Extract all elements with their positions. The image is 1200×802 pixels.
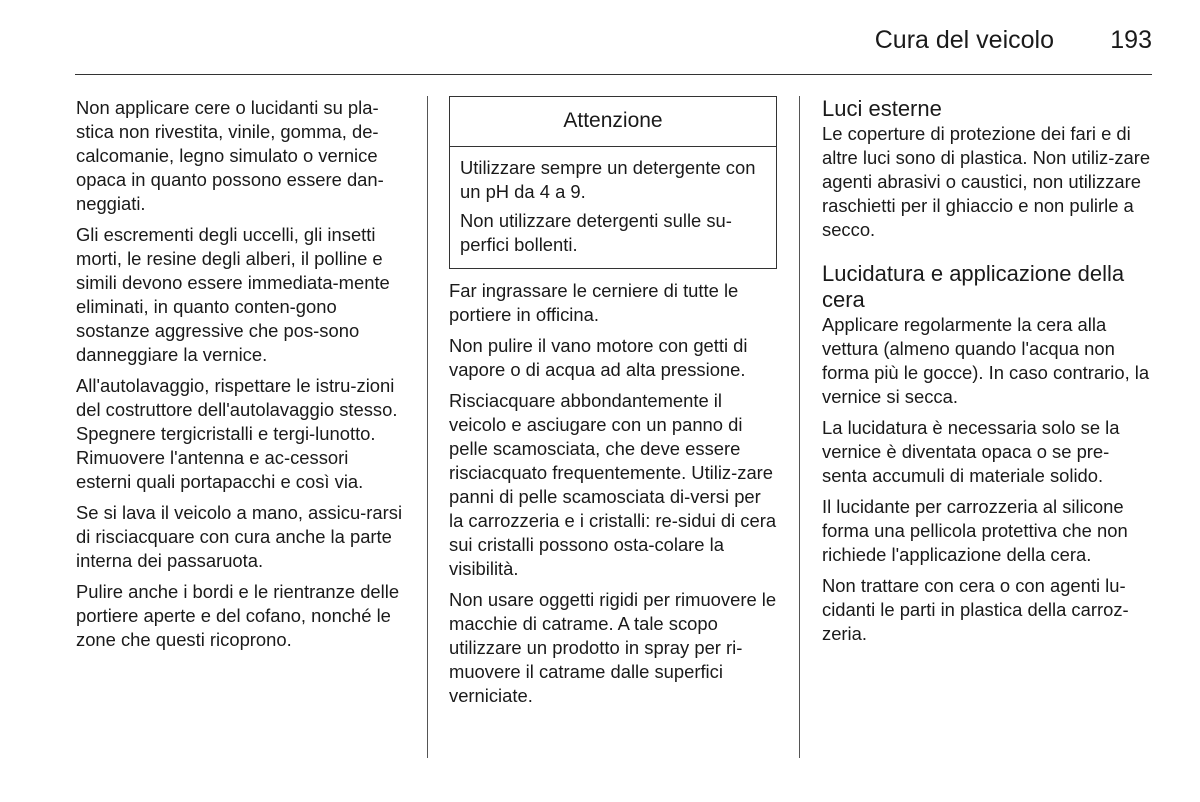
page-section-title: Cura del veicolo [874,26,1054,54]
column-divider [799,96,800,758]
column-2 [449,96,779,715]
paragraph: Pulire anche i bordi e le rientranze delle portiere aperte e del cofano, nonché le zone che questi ricoprono. [76,581,400,650]
paragraph: Se si lava il veicolo a mano, assicu-rarsi di risciacquare con cura anche la parte interna dei passaruota. [76,502,403,571]
warning-box [449,96,777,269]
paragraph: Non usare oggetti rigidi per rimuovere le macchie di catrame. A tale scopo utilizzare un prodotto in spray per ri-muovere il catrame dalle superfici verniciate. [449,589,777,706]
paragraph: Il lucidante per carrozzeria al silicone forma una pellicola protettiva che non richiede l'applicazione della cera. [822,496,1128,565]
paragraph: All'autolavaggio, rispettare le istru-zioni del costruttore dell'autolavaggio stesso. Spegnere tergicristalli e tergi-lunotto. Rimuovere l'antenna e ac-cessori esterni quali portapacchi e così via. [76,375,398,492]
paragraph: Far ingrassare le cerniere di tutte le portiere in officina. [449,280,739,325]
section-heading: Lucidatura e applicazione della cera [822,261,1125,312]
section-heading: Luci esterne [822,96,942,121]
warning-body [450,147,776,268]
warning-paragraph: Non utilizzare detergenti sulle su-perfici bollenti. [460,210,732,255]
warning-paragraph: Utilizzare sempre un detergente con un pH da 4 a 9. [460,157,756,202]
column-divider [427,96,428,758]
paragraph: Non applicare cere o lucidanti su pla-stica non rivestita, vinile, gomma, de-calcomanie, legno simulato o vernice opaca in quanto possono essere dan-neggiati. [76,97,384,214]
column-3 [822,96,1152,653]
column-1 [76,96,406,659]
paragraph: Gli escrementi degli uccelli, gli insetti morti, le resine degli alberi, il polline e simili devono essere immediata-mente eliminati, in quanto conten-gono sostanze aggressive che pos-sono danneggiare la vernice. [76,224,390,365]
paragraph: Le coperture di protezione dei fari e di altre luci sono di plastica. Non utiliz-zare agenti abrasivi o caustici, non utilizzare raschietti per il ghiaccio e non pulirle a secco. [822,123,1151,240]
paragraph: Non pulire il vano motore con getti di vapore o di acqua ad alta pressione. [449,335,748,380]
paragraph: Non trattare con cera o con agenti lu-cidanti le parti in plastica della carroz-zeria. [822,575,1129,644]
page-number: 193 [1110,26,1152,54]
warning-title: Attenzione [450,97,776,147]
paragraph: Applicare regolarmente la cera alla vettura (almeno quando l'acqua non forma più le gocce). In caso contrario, la vernice si secca. [822,314,1150,407]
paragraph: La lucidatura è necessaria solo se la vernice è diventata opaca o se pre-senta accumuli di materiale solido. [822,417,1120,486]
paragraph: Risciacquare abbondantemente il veicolo e asciugare con un panno di pelle scamosciata, che deve essere risciacquato frequentemente. Utiliz-zare panni di pelle scamosciata di-versi per la carrozzeria e i cristalli: re-sidui di cera sui cristalli possono osta-colare la visibilità. [449,390,777,579]
header-rule [75,74,1152,75]
